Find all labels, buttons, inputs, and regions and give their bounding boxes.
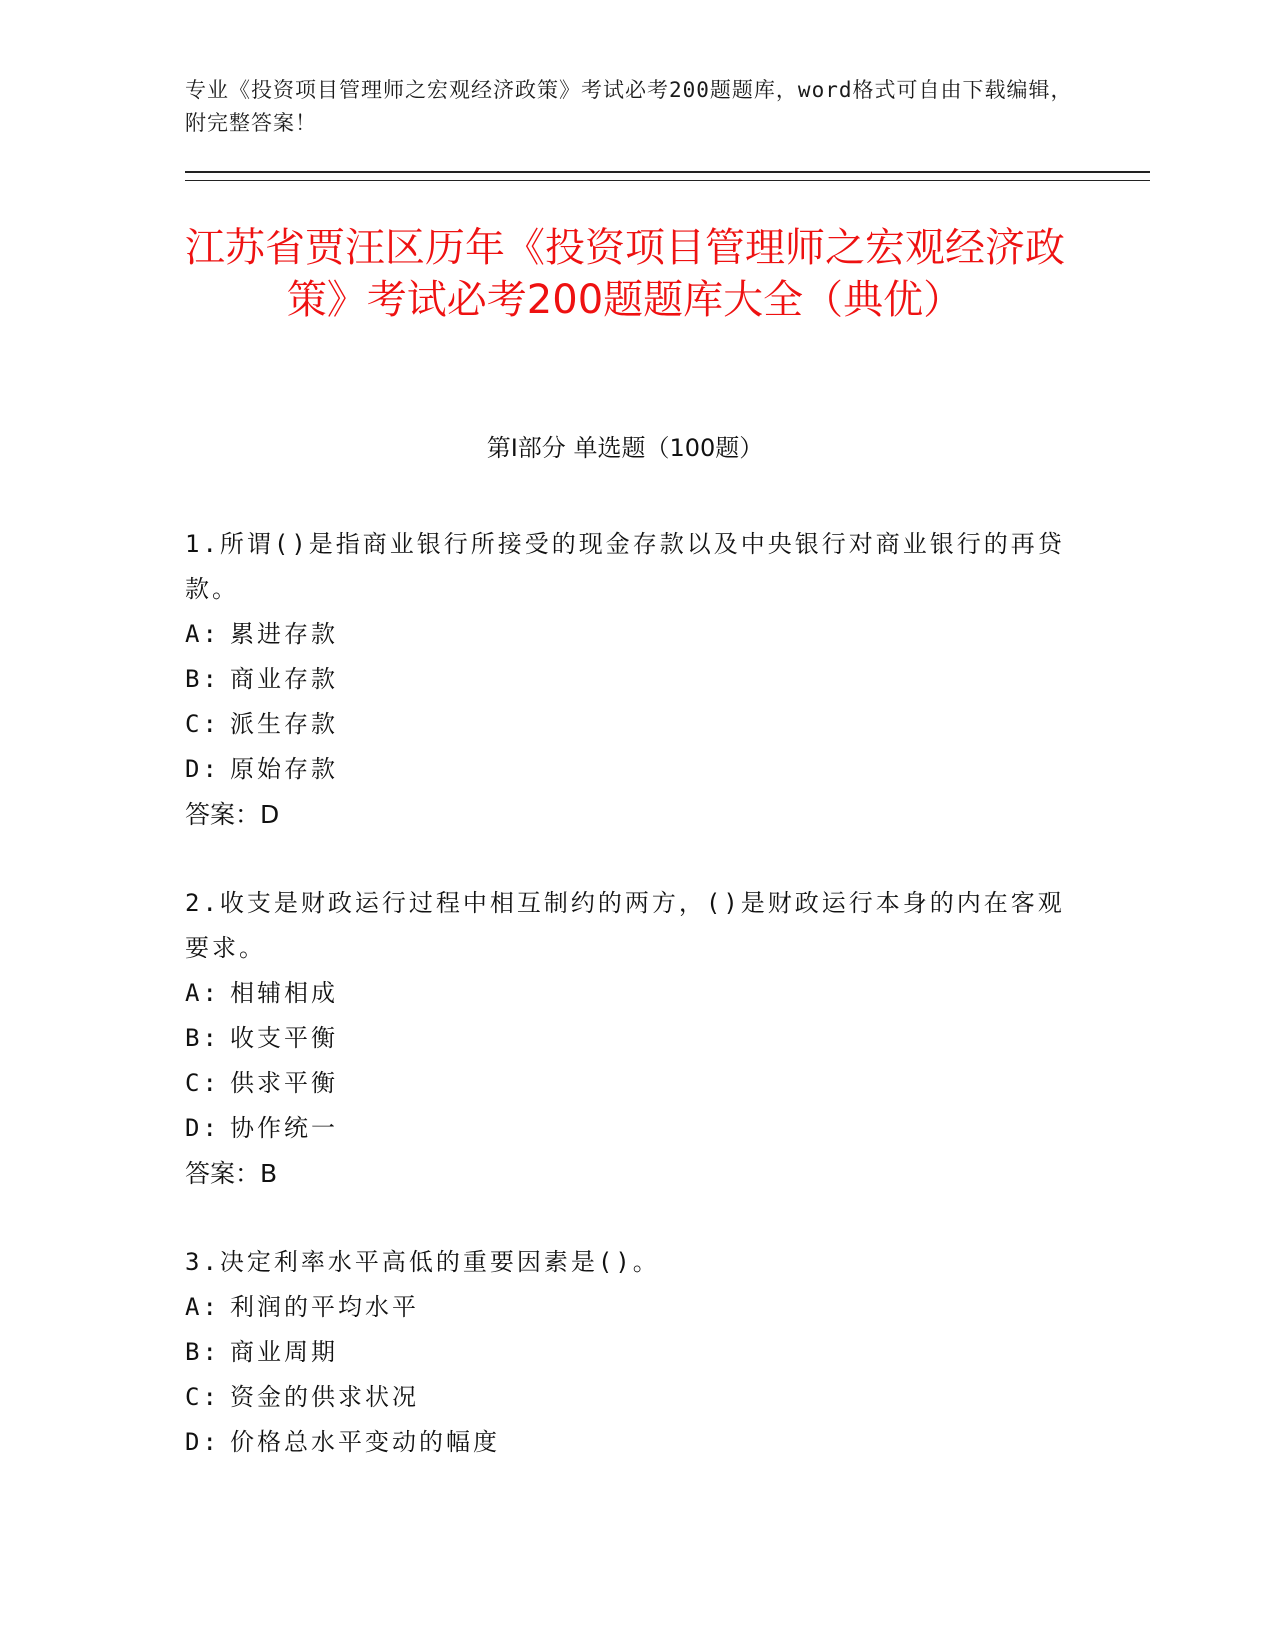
header-rule-thick [185,171,1150,173]
option-key: C: [185,710,220,738]
option-key: C: [185,1383,220,1411]
section-heading: 第I部分 单选题（100题） [486,434,764,462]
header-note: 专业《投资项目管理师之宏观经济政策》考试必考200题题库，word格式可自由下载编辑，附完整答案！ [185,78,1073,135]
answer-line: 答案：B [185,1159,278,1188]
option-d [185,1420,1065,1465]
option-key: B: [185,665,220,693]
option-text: 协作统一 [230,1114,338,1142]
option-a [185,612,1065,657]
option-key: B: [185,1024,220,1052]
option-key: D: [185,1114,220,1142]
option-b [185,657,1065,702]
option-a [185,1285,1065,1330]
document-title: 江苏省贾汪区历年《投资项目管理师之宏观经济政策》考试必考200题题库大全（典优） [185,225,1065,323]
question-2 [185,881,1065,1196]
option-c [185,702,1065,747]
option-d [185,747,1065,792]
question-stem: 2.收支是财政运行过程中相互制约的两方，()是财政运行本身的内在客观要求。 [185,889,1065,962]
answer-line: 答案：D [185,800,280,829]
question-stem: 3.决定利率水平高低的重要因素是()。 [185,1248,660,1276]
option-text: 价格总水平变动的幅度 [230,1428,500,1456]
option-b [185,1016,1065,1061]
option-key: B: [185,1338,220,1366]
option-key: A: [185,620,220,648]
option-text: 派生存款 [230,710,338,738]
option-text: 累进存款 [230,620,338,648]
option-text: 供求平衡 [230,1069,338,1097]
option-key: D: [185,755,220,783]
question-1 [185,522,1065,837]
option-key: A: [185,979,220,1007]
header-rule-thin [185,180,1150,181]
question-list [185,522,1065,1509]
option-c [185,1061,1065,1106]
option-text: 相辅相成 [230,979,338,1007]
option-d [185,1106,1065,1151]
option-c [185,1375,1065,1420]
question-3 [185,1240,1065,1465]
option-text: 商业存款 [230,665,338,693]
option-a [185,971,1065,1016]
option-text: 资金的供求状况 [230,1383,419,1411]
option-text: 收支平衡 [230,1024,338,1052]
option-text: 原始存款 [230,755,338,783]
option-text: 利润的平均水平 [230,1293,419,1321]
option-key: C: [185,1069,220,1097]
question-stem: 1.所谓()是指商业银行所接受的现金存款以及中央银行对商业银行的再贷款。 [185,530,1065,603]
option-key: D: [185,1428,220,1456]
option-key: A: [185,1293,220,1321]
option-b [185,1330,1065,1375]
option-text: 商业周期 [230,1338,338,1366]
